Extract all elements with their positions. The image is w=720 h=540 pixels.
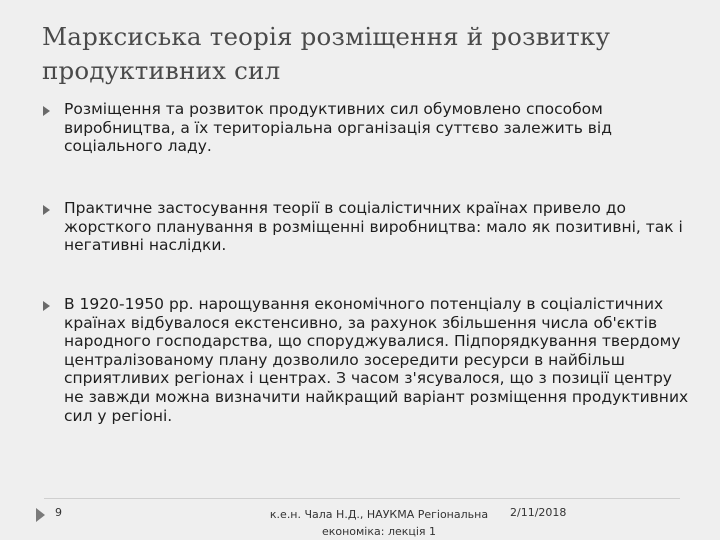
bullet-text-1: Розміщення та розвиток продуктивних сил обумовлено способом виробництва, а їх територіальна організація суттєво залежить від соціального ладу. — [64, 100, 612, 156]
slide-title: Марксиська теорія розміщення й розвитку продуктивних сил — [42, 22, 611, 85]
page-number: 9 — [55, 506, 62, 519]
footer-arrow-icon — [36, 508, 45, 522]
bullet-arrow-icon — [43, 106, 50, 116]
bullet-item-2 — [64, 199, 689, 255]
bullet-text-2: Практичне застосування теорії в соціалістичних країнах привело до жорсткого планування в розміщенні виробництва: мало як позитивні, так і негативні наслідки. — [64, 199, 683, 255]
footer-author: к.е.н. Чала Н.Д., НАУКМА Регіональна економіка: лекція 1 — [269, 508, 489, 538]
bullet-text-3: В 1920-1950 рр. нарощування економічного потенціалу в соціалістичних країнах відбувалося екстенсивно, за рахунок збільшення числа об'єктів народного господарства, що споруджувалися. Підпорядкування твердому централізованому плану дозволило зосередити ресурси в найбільш сприятливих регіонах і центрах. З часом з'ясувалося, що з позиції центру не завжди можна визначити найкращий варіант розміщення продуктивних сил у регіоні. — [64, 295, 689, 425]
bullet-item-3 — [64, 295, 689, 425]
footer-divider — [44, 498, 680, 499]
bullet-item-1 — [64, 100, 689, 156]
footer-date: 2/11/2018 — [510, 506, 567, 519]
bullet-arrow-icon — [43, 205, 50, 215]
bullet-arrow-icon — [43, 301, 50, 311]
